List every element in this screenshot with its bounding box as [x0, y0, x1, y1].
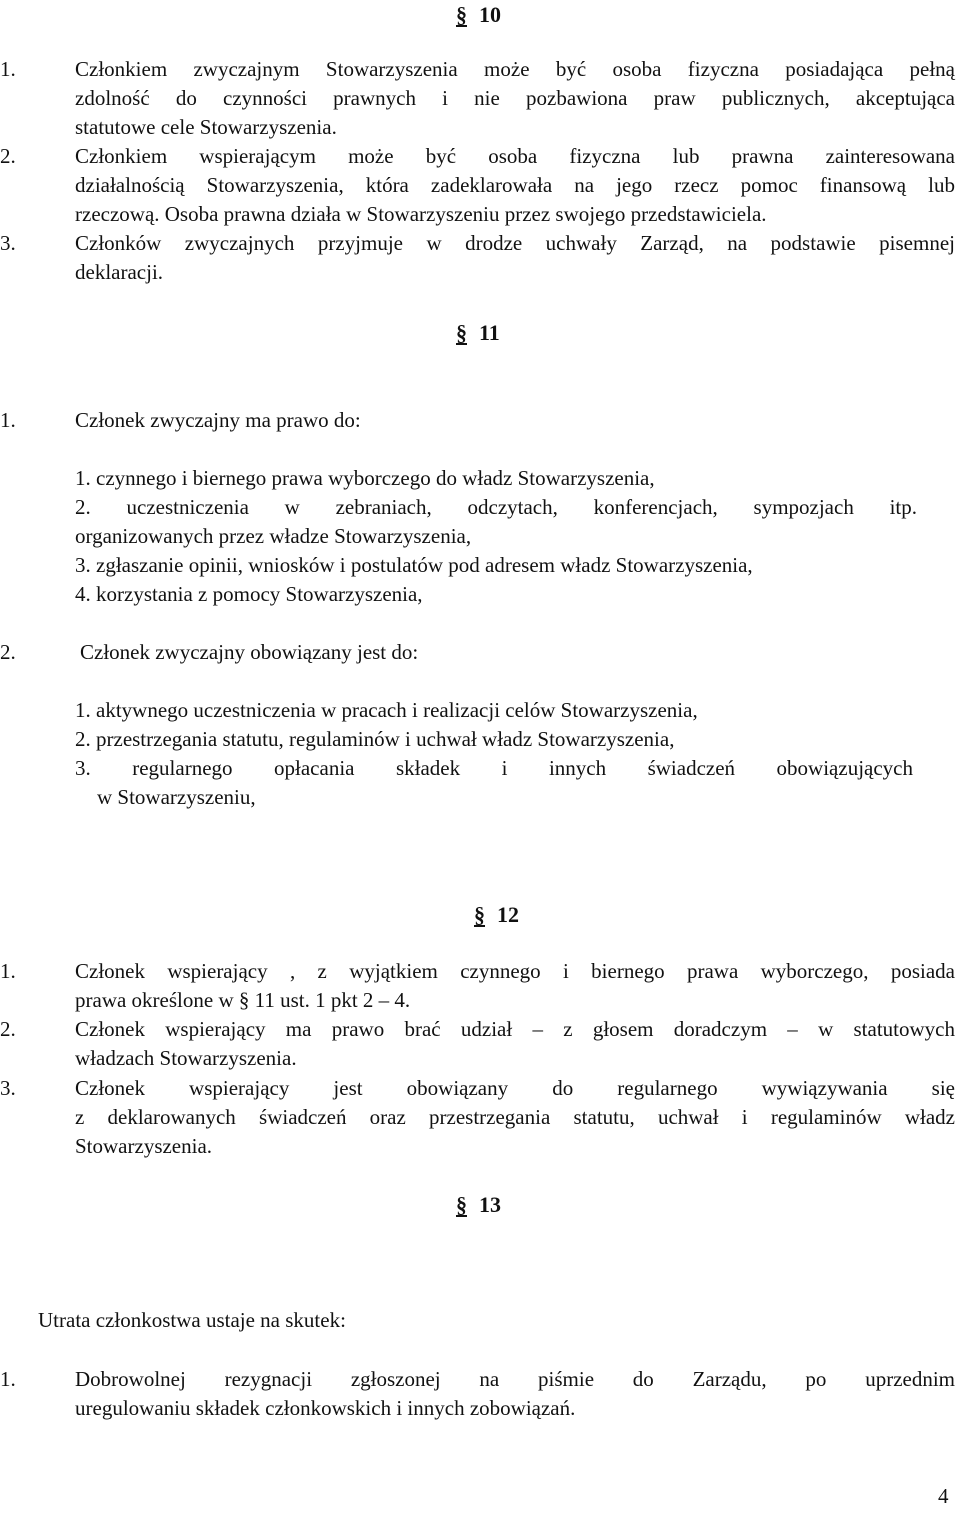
- s10-item-1-line-2: zdolność do czynności prawnych i nie pozbawiona praw publicznych, akceptująca: [75, 86, 955, 110]
- s10-item-2-number: 2.: [0, 144, 16, 168]
- s11-p1-item-2: 2. uczestniczenia w zebraniach, odczytach, konferencjach, sympozjach itp.: [75, 495, 917, 519]
- section-11-heading: [456, 318, 500, 347]
- s12-item-1-line-1: Członek wspierający , z wyjątkiem czynnego i biernego prawa wyborczego, posiada: [75, 959, 955, 983]
- s13-intro: Utrata członkostwa ustaje na skutek:: [38, 1308, 346, 1332]
- s10-item-3-number: 3.: [0, 231, 16, 255]
- s12-item-3-line-1: Członek wspierający jest obowiązany do regularnego wywiązywania się: [75, 1076, 955, 1100]
- s13-item-1-line-1: Dobrowolnej rezygnacji zgłoszonej na piśmie do Zarządu, po uprzednim: [75, 1367, 955, 1391]
- section-symbol: §: [456, 1192, 467, 1217]
- s13-item-1-line-2: uregulowaniu składek członkowskich i innych zobowiązań.: [75, 1396, 576, 1420]
- s11-p2-number: 2.: [0, 640, 16, 664]
- s11-p2-item-3-cont: w Stowarzyszeniu,: [97, 785, 256, 809]
- s10-item-3-line-2: deklaracji.: [75, 260, 164, 284]
- section-number: 10: [479, 2, 501, 27]
- section-13-heading: [456, 1190, 501, 1219]
- s11-p1-item-2-cont: organizowanych przez władze Stowarzyszenia,: [75, 524, 472, 548]
- s10-item-2-line-3: rzeczową. Osoba prawna działa w Stowarzyszeniu przez swojego przedstawiciela.: [75, 202, 767, 226]
- s11-p1-number: 1.: [0, 408, 16, 432]
- section-10-heading: [456, 0, 501, 29]
- s10-item-2-line-1: Członkiem wspierającym może być osoba fizyczna lub prawna zainteresowana: [75, 144, 955, 168]
- section-12-heading: [474, 900, 519, 929]
- s10-item-2-line-2: działalnością Stowarzyszenia, która zadeklarowała na jego rzecz pomoc finansową lub: [75, 173, 955, 197]
- s12-item-1-number: 1.: [0, 959, 16, 983]
- s10-item-1-number: 1.: [0, 57, 16, 81]
- s10-item-1-line-1: Członkiem zwyczajnym Stowarzyszenia może być osoba fizyczna posiadająca pełną: [75, 57, 955, 81]
- section-symbol: §: [456, 320, 467, 345]
- section-symbol: §: [456, 2, 467, 27]
- page-number: 4: [938, 1484, 949, 1508]
- s11-p1-item-1: 1. czynnego i biernego prawa wyborczego do władz Stowarzyszenia,: [75, 466, 655, 490]
- s11-p2-item-3: 3. regularnego opłacania składek i innych świadczeń obowiązujących: [75, 756, 913, 780]
- s12-item-2-line-1: Członek wspierający ma prawo brać udział – z głosem doradczym – w statutowych: [75, 1017, 955, 1041]
- s13-item-1-number: 1.: [0, 1367, 16, 1391]
- s11-p1-item-3: 3. zgłaszanie opinii, wniosków i postulatów pod adresem władz Stowarzyszenia,: [75, 553, 753, 577]
- section-number: 12: [497, 902, 519, 927]
- s11-p2-title: Członek zwyczajny obowiązany jest do:: [80, 640, 419, 664]
- s11-p1-title: Członek zwyczajny ma prawo do:: [75, 408, 361, 432]
- s12-item-3-number: 3.: [0, 1076, 16, 1100]
- s12-item-2-number: 2.: [0, 1017, 16, 1041]
- section-symbol: §: [474, 902, 485, 927]
- s10-item-3-line-1: Członków zwyczajnych przyjmuje w drodze uchwały Zarząd, na podstawie pisemnej: [75, 231, 955, 255]
- section-number: 13: [479, 1192, 501, 1217]
- section-number: 11: [479, 320, 500, 345]
- s12-item-2-line-2: władzach Stowarzyszenia.: [75, 1046, 297, 1070]
- s12-item-1-line-2: prawa określone w § 11 ust. 1 pkt 2 – 4.: [75, 988, 411, 1012]
- s12-item-3-line-2: z deklarowanych świadczeń oraz przestrzegania statutu, uchwał i regulaminów władz: [75, 1105, 955, 1129]
- s11-p2-item-1: 1. aktywnego uczestniczenia w pracach i realizacji celów Stowarzyszenia,: [75, 698, 698, 722]
- s12-item-3-line-3: Stowarzyszenia.: [75, 1134, 213, 1158]
- s11-p1-item-4: 4. korzystania z pomocy Stowarzyszenia,: [75, 582, 423, 606]
- s10-item-1-line-3: statutowe cele Stowarzyszenia.: [75, 115, 337, 139]
- s11-p2-item-2: 2. przestrzegania statutu, regulaminów i uchwał władz Stowarzyszenia,: [75, 727, 675, 751]
